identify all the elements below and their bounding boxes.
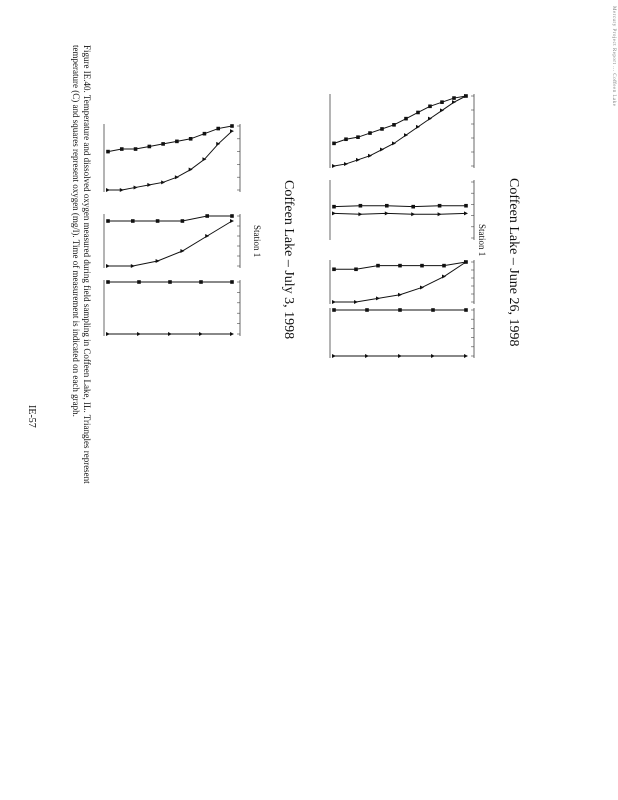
temperature-data-point — [230, 129, 234, 133]
temperature-data-point — [199, 332, 203, 336]
oxygen-data-point — [428, 104, 432, 108]
temperature-data-point — [106, 332, 110, 336]
oxygen-data-point — [156, 219, 160, 223]
oxygen-data-point — [230, 280, 234, 284]
temperature-series-line — [108, 131, 232, 190]
temperature-data-point — [131, 264, 135, 268]
oxygen-data-point — [420, 264, 424, 268]
oxygen-data-point — [440, 100, 444, 104]
oxygen-data-point — [365, 308, 369, 312]
oxygen-data-point — [385, 204, 389, 208]
oxygen-data-point — [380, 127, 384, 131]
chart-july-panel-2 — [96, 212, 246, 270]
running-header: Mercury Project Report ... Coffeen Lake — [611, 6, 616, 107]
oxygen-data-point — [359, 204, 363, 208]
chart-july-panel-3 — [96, 278, 246, 338]
oxygen-series-line — [334, 206, 466, 207]
oxygen-series-line — [334, 96, 466, 143]
temperature-data-point — [452, 100, 456, 104]
temperature-data-point — [411, 212, 415, 216]
temperature-data-point — [230, 219, 234, 223]
temperature-data-point — [431, 354, 435, 358]
chart-june-panel-3 — [322, 258, 480, 306]
chart-june-panel-2 — [322, 178, 480, 242]
station-label-june: Station 1 — [477, 224, 487, 257]
oxygen-data-point — [404, 117, 408, 121]
oxygen-data-point — [189, 137, 193, 141]
oxygen-data-point — [216, 127, 220, 131]
oxygen-data-point — [411, 205, 415, 209]
oxygen-data-point — [356, 135, 360, 139]
oxygen-data-point — [199, 280, 203, 284]
temperature-data-point — [438, 212, 442, 216]
chart-june-panel-4 — [322, 306, 480, 360]
temperature-data-point — [332, 354, 336, 358]
oxygen-data-point — [368, 131, 372, 135]
oxygen-data-point — [398, 308, 402, 312]
oxygen-data-point — [203, 132, 207, 136]
oxygen-data-point — [230, 214, 234, 218]
oxygen-data-point — [376, 264, 380, 268]
oxygen-data-point — [106, 280, 110, 284]
temperature-data-point — [332, 211, 336, 215]
temperature-data-point — [161, 180, 165, 184]
temperature-data-point — [344, 162, 348, 166]
temperature-data-point — [106, 188, 110, 192]
oxygen-data-point — [344, 137, 348, 141]
figure-caption-line-1: Figure IE.40. Temperature and dissolved oxygen measured during field sampling in Coffeen Lake, IL. Triangles represent — [82, 45, 92, 484]
temperature-data-point — [380, 148, 384, 152]
temperature-series-line — [334, 213, 466, 214]
temperature-data-point — [137, 332, 141, 336]
temperature-data-point — [356, 158, 360, 162]
oxygen-data-point — [332, 205, 336, 209]
oxygen-data-point — [452, 96, 456, 100]
temperature-data-point — [420, 285, 424, 289]
section-title-july: Coffeen Lake – July 3, 1998 — [281, 180, 296, 340]
oxygen-data-point — [134, 147, 138, 151]
oxygen-data-point — [106, 150, 110, 154]
temperature-data-point — [332, 164, 336, 168]
temperature-data-point — [134, 185, 138, 189]
oxygen-data-point — [181, 219, 185, 223]
oxygen-data-point — [438, 204, 442, 208]
temperature-data-point — [230, 332, 234, 336]
temperature-data-point — [385, 211, 389, 215]
temperature-series-line — [108, 221, 232, 266]
oxygen-data-point — [148, 145, 152, 149]
temperature-data-point — [168, 332, 172, 336]
oxygen-data-point — [332, 267, 336, 271]
oxygen-data-point — [131, 219, 135, 223]
temperature-data-point — [354, 300, 358, 304]
oxygen-data-point — [332, 142, 336, 146]
figure-caption-line-2: temperature (C) and squares represent oxygen (mg/l). Time of measurement is indicated on each graph. — [71, 45, 81, 417]
temperature-data-point — [464, 354, 468, 358]
chart-june-panel-1 — [322, 92, 480, 170]
oxygen-data-point — [431, 308, 435, 312]
oxygen-data-point — [168, 280, 172, 284]
temperature-data-point — [120, 188, 124, 192]
temperature-data-point — [147, 183, 151, 187]
oxygen-data-point — [392, 123, 396, 127]
temperature-data-point — [464, 211, 468, 215]
oxygen-data-point — [332, 308, 336, 312]
oxygen-data-point — [464, 204, 468, 208]
oxygen-data-point — [398, 264, 402, 268]
oxygen-data-point — [442, 264, 446, 268]
temperature-data-point — [398, 293, 402, 297]
temperature-series-line — [334, 96, 466, 166]
oxygen-data-point — [354, 267, 358, 271]
temperature-data-point — [376, 296, 380, 300]
page-number: IE-57 — [26, 405, 37, 428]
temperature-data-point — [332, 300, 336, 304]
section-title-june: Coffeen Lake – June 26, 1998 — [506, 178, 521, 347]
oxygen-data-point — [230, 124, 234, 128]
oxygen-series-line — [108, 216, 232, 221]
temperature-data-point — [106, 264, 110, 268]
oxygen-data-point — [137, 280, 141, 284]
chart-july-panel-1 — [96, 122, 246, 194]
oxygen-data-point — [106, 219, 110, 223]
temperature-data-point — [175, 175, 179, 179]
oxygen-data-point — [416, 111, 420, 115]
temperature-series-line — [334, 262, 466, 302]
oxygen-data-point — [205, 214, 209, 218]
temperature-data-point — [365, 354, 369, 358]
temperature-data-point — [358, 212, 362, 216]
oxygen-data-point — [120, 147, 124, 151]
oxygen-data-point — [161, 142, 165, 146]
temperature-data-point — [368, 154, 372, 158]
oxygen-series-line — [108, 126, 232, 152]
oxygen-data-point — [175, 140, 179, 144]
oxygen-data-point — [464, 308, 468, 312]
temperature-data-point — [156, 259, 160, 263]
station-label-july: Station 1 — [252, 225, 262, 258]
temperature-data-point — [398, 354, 402, 358]
